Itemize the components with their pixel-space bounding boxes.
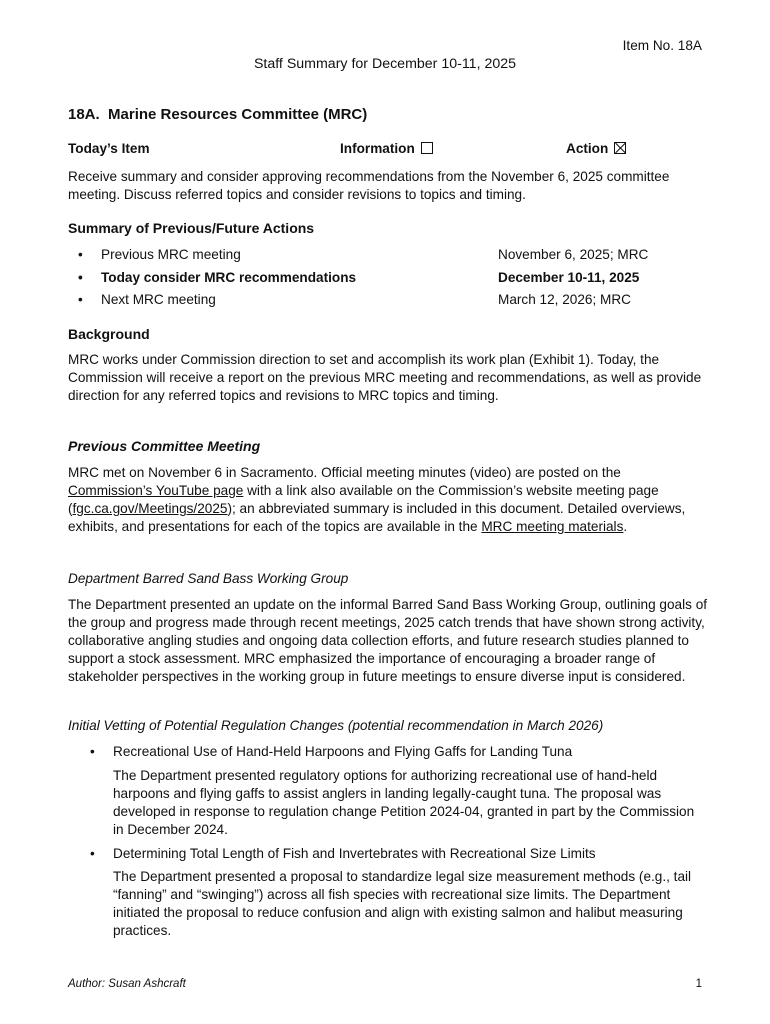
summary-row [78, 247, 698, 269]
item-number: Item No. 18A [622, 38, 702, 53]
previous-meeting-text: MRC met on November 6 in Sacramento. Official meeting minutes (video) are posted on the [68, 465, 621, 480]
mrc-materials-link[interactable]: MRC meeting materials [481, 519, 624, 534]
barred-sand-bass-paragraph: The Department presented an update on the informal Barred Sand Bass Working Group, outlining goals of the group and progress made through recent meetings, 2025 catch trends that have shown strong activity, collaborative angling studies and ongoing data collection efforts, and future research studies planned to support a stock assessment. MRC emphasized the importance of encouraging a broader range of stakeholder perspectives in the working group in future meetings to ensure diverse input is considered. [68, 597, 708, 684]
action-option [566, 141, 626, 156]
summary-row-label: Previous MRC meeting [101, 247, 241, 262]
summary-row-label: Today consider MRC recommendations [101, 270, 357, 285]
page-title: 18A. Marine Resources Committee (MRC) [68, 106, 368, 123]
information-checkbox [421, 142, 433, 154]
bullet-icon: • [78, 247, 83, 262]
bullet-icon: • [78, 270, 83, 285]
summary-row-label: Next MRC meeting [101, 292, 216, 307]
previous-meeting-paragraph [68, 464, 708, 536]
background-heading: Background [68, 326, 150, 342]
previous-meeting-text: with a link also available on the Commission’s website meeting page ( [68, 483, 659, 516]
summary-row [78, 292, 698, 314]
summary-row-date: March 12, 2026; MRC [498, 292, 631, 307]
initial-vetting-heading: Initial Vetting of Potential Regulation Changes (potential recommendation in March 2026) [68, 718, 604, 733]
vetting-item-title: Determining Total Length of Fish and Invertebrates with Recreational Size Limits [113, 846, 596, 861]
previous-meeting-heading: Previous Committee Meeting [68, 438, 261, 454]
action-checkbox [614, 142, 626, 154]
bullet-icon: • [90, 846, 95, 861]
summary-row [78, 270, 698, 292]
bullet-icon: • [90, 744, 95, 759]
youtube-page-link[interactable]: Commission’s YouTube page [68, 483, 244, 498]
bullet-icon: • [78, 292, 83, 307]
summary-row-date: November 6, 2025; MRC [498, 247, 649, 262]
vetting-item-text: The Department presented regulatory options for authorizing recreational use of hand-held harpoons and flying gaffs to assist anglers in landing legally-caught tuna. The proposal was developed in response to regulation change Petition 2024-04, granted in part by the Commission in December 2024. [113, 768, 695, 837]
background-paragraph: MRC works under Commission direction to set and accomplish its work plan (Exhibit 1). Today, the Commission will receive a report on the previous MRC meeting and recommendations, as well as provide direction for any referred topics and revisions to MRC topics and timing. [68, 352, 702, 403]
information-option [340, 141, 433, 156]
vetting-item-text: The Department presented a proposal to standardize legal size measurement methods (e.g., tail “fanning” and “swinging”) across all fish species with recreational size limits. The Department initiated the proposal to reduce confusion and align with existing salmon and halibut measuring practices. [113, 869, 692, 938]
meetings-page-link[interactable]: fgc.ca.gov/Meetings/2025 [72, 501, 228, 516]
staff-summary-title: Staff Summary for December 10-11, 2025 [253, 56, 517, 72]
summary-heading: Summary of Previous/Future Actions [68, 220, 315, 236]
barred-sand-bass-heading: Department Barred Sand Bass Working Group [68, 571, 349, 586]
summary-row-date: December 10-11, 2025 [498, 270, 640, 285]
action-label: Action [566, 141, 609, 156]
intro-paragraph: Receive summary and consider approving recommendations from the November 6, 2025 committee meeting. Discuss referred topics and consider revisions to topics and timing. [68, 169, 670, 202]
todays-item-label: Today’s Item [68, 141, 150, 156]
footer-author: Author: Susan Ashcraft [68, 978, 186, 990]
page-number: 1 [695, 978, 702, 990]
vetting-item-title: Recreational Use of Hand-Held Harpoons and Flying Gaffs for Landing Tuna [113, 744, 573, 759]
information-label: Information [340, 141, 415, 156]
previous-meeting-text: ); an abbreviated summary is included in this document. Detailed overviews, exhibits, and presentations for each of the topics are available in the [68, 501, 686, 534]
previous-meeting-text: . [623, 519, 628, 534]
